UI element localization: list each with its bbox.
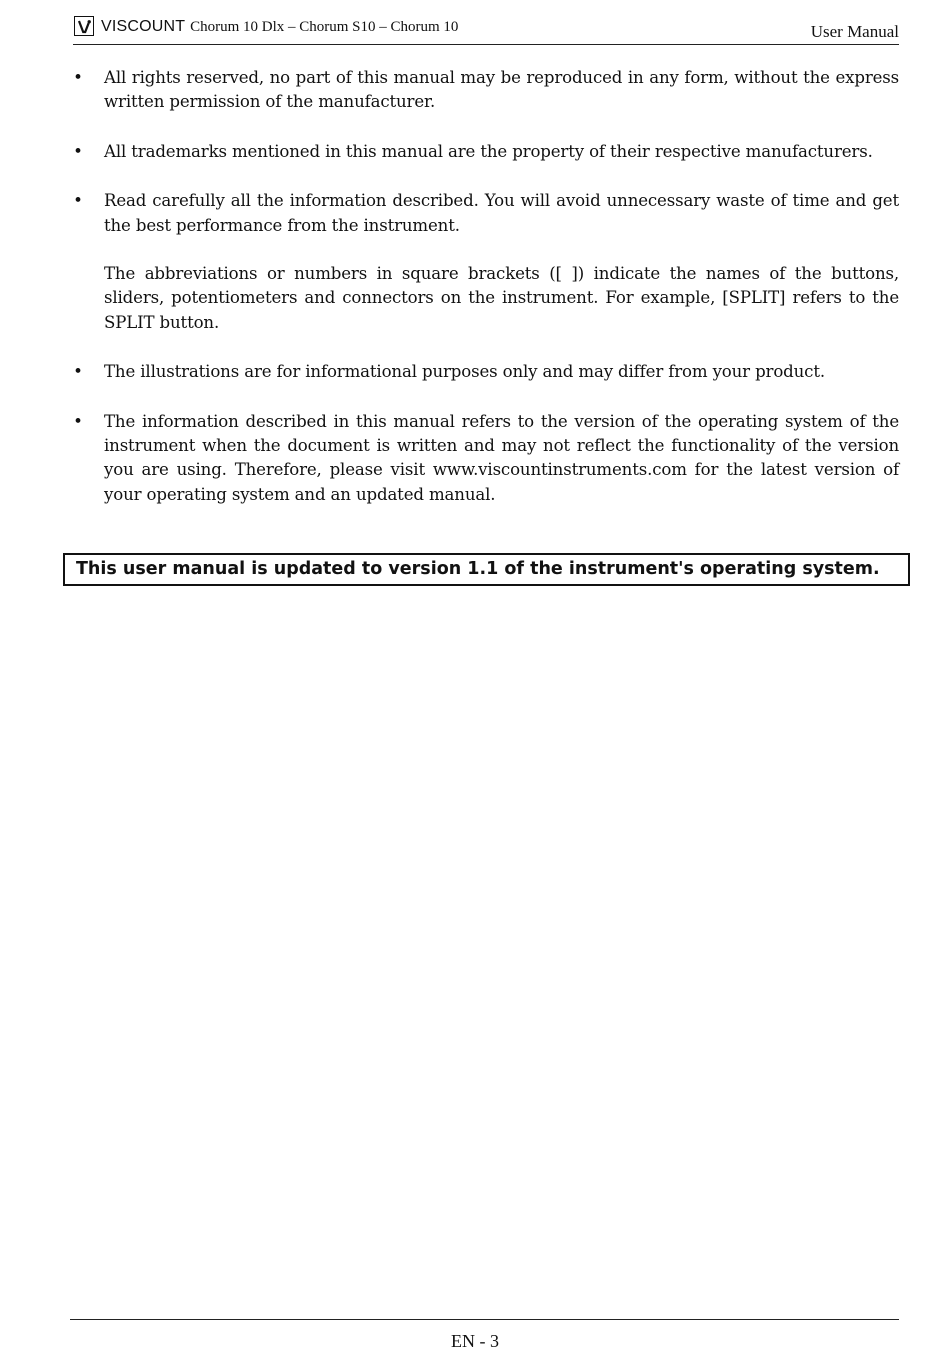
viscount-logo-icon [74,16,94,36]
item-paragraph: The abbreviations or numbers in square brackets ([ ]) indicate the names of the buttons, sliders, potentiometers and connectors on the instrument. For example, [SPLIT] refers to the SPLIT button. [104,264,899,332]
item-paragraph: The illustrations are for informational purposes only and may differ from your product. [104,362,825,382]
item-paragraph: All trademarks mentioned in this manual are the property of their respective manufacturers. [104,141,873,161]
document-type: User Manual [810,22,899,41]
bullet-icon: • [73,362,83,382]
list-item [73,140,899,164]
list-item [73,66,899,115]
page-header [73,14,899,45]
bullet-icon: • [73,411,83,431]
list-item [73,360,899,384]
product-models: Chorum 10 Dlx – Chorum S10 – Chorum 10 [190,19,459,35]
bullet-icon: • [73,141,83,161]
brand-name: VISCOUNT [101,18,186,35]
bullet-list [73,66,899,532]
viscount-logo-glyph [77,19,92,34]
page-number: EN - 3 [451,1331,499,1351]
version-notice: This user manual is updated to version 1.1 of the instrument's operating system. [63,553,910,586]
footer-divider [70,1319,899,1320]
bullet-icon: • [73,191,83,211]
list-item [73,189,899,335]
header-title [101,17,458,36]
item-paragraph: The information described in this manual refers to the version of the operating system of the instrument when the document is written and may not reflect the functionality of the version you are using. Therefore, please visit www.viscountinstruments.com for the latest version of your operating system and an updated manual. [104,411,899,504]
item-paragraph: All rights reserved, no part of this manual may be reproduced in any form, without the express written permission of the manufacturer. [104,68,899,112]
bullet-icon: • [73,68,83,87]
item-paragraph: Read carefully all the information described. You will avoid unnecessary waste of time and get the best performance from the instrument. [104,191,899,235]
list-item [73,410,899,508]
